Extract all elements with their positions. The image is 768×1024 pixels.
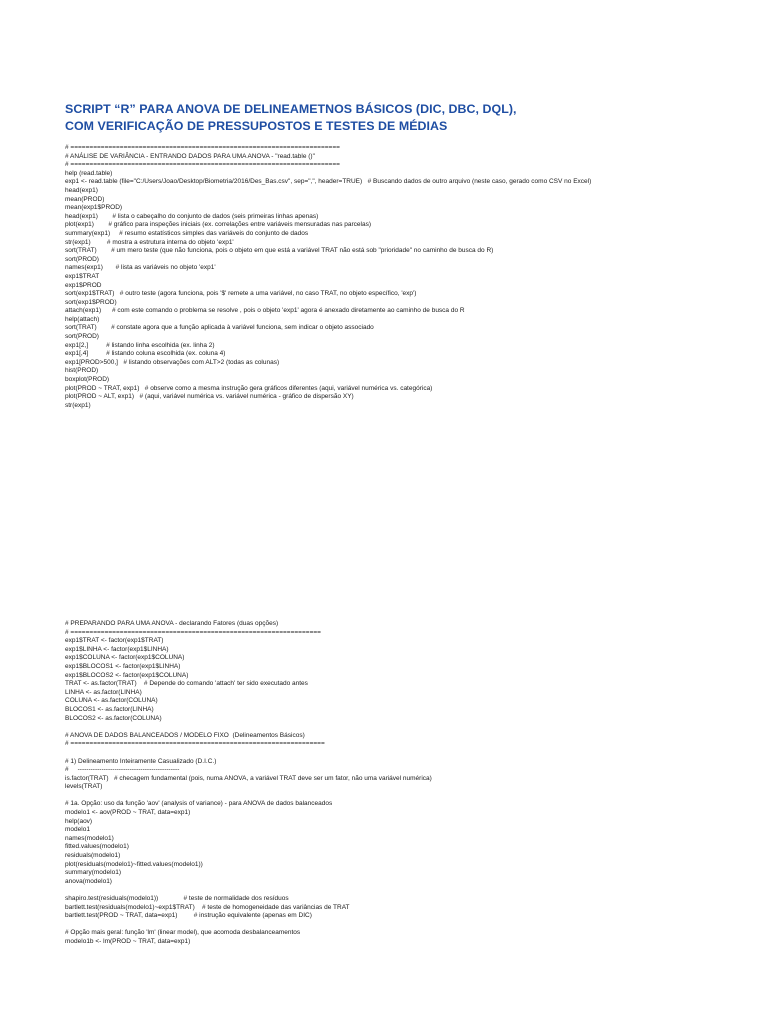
code-line: fitted.values(modelo1): [65, 843, 129, 851]
code-line: str(exp1): [65, 401, 91, 409]
code-line: head(exp1) # lista o cabeçalho do conjunto de dados (seis primeiras linhas apenas): [65, 212, 319, 220]
code-line: boxplot(PROD): [65, 376, 110, 384]
code-line: head(exp1): [65, 186, 98, 194]
code-line: # ===================================================================: [65, 740, 325, 748]
code-line: plot(PROD ~ ALT, exp1) # (aqui, variável numérica vs. variável numérica - gráfico de dispersão XY): [65, 393, 354, 401]
code-line: # 1a. Opção: uso da função 'aov' (analysis of variance) - para ANOVA de dados balanceados: [65, 800, 333, 808]
code-line: summary(modelo1): [65, 869, 121, 877]
code-line: [65, 921, 432, 930]
code-line: exp1$TRAT: [65, 272, 100, 280]
code-line: sort(TRAT) # um mero teste (que não funciona, pois o objeto em que está a variável TRAT não está sob "prioridade" no caminho de busca do R): [65, 247, 494, 255]
code-line: plot(PROD ~ TRAT, exp1) # observe como a mesma instrução gera gráficos diferentes (aqui, variável numérica vs. categórica): [65, 384, 433, 392]
code-line: bartlett.test(residuals(modelo1)~exp1$TRAT) # teste de homogeneidade das variâncias de TRAT: [65, 903, 350, 911]
code-block-data-entry: [65, 144, 591, 410]
code-line: # 1) Delineamento Inteiramente Casualizado (D.I.C.): [65, 757, 217, 765]
code-line: str(exp1) # mostra a estrutura interna do objeto 'exp1': [65, 238, 234, 246]
code-line: is.factor(TRAT) # checagem fundamental (pois, numa ANOVA, a variável TRAT deve ser um fator, não uma variável numérica): [65, 774, 432, 782]
code-line: # ANOVA DE DADOS BALANCEADOS / MODELO FIXO (Delineamentos Básicos): [65, 731, 305, 739]
code-line: # Opção mais geral: função 'lm' (linear model), que acomoda desbalanceamentos: [65, 929, 301, 937]
code-line: exp1$LINHA <- factor(exp1$LINHA): [65, 645, 169, 653]
code-line: # ==================================================================: [65, 628, 321, 636]
code-line: bartlett.test(PROD ~ TRAT, data=exp1) # instrução equivalente (apenas em DIC): [65, 912, 312, 920]
code-line: # -----------------------------------------------: [65, 766, 180, 774]
code-line: plot(residuals(modelo1)~fitted.values(modelo1)): [65, 860, 203, 868]
code-line: attach(exp1) # com este comando o problema se resolve , pois o objeto 'exp1' agora é anexado diretamente ao caminho de busca do R: [65, 307, 465, 315]
code-line: exp1 <- read.table (file="C:/Users/Joao/Desktop/Biometria/2016/Des_Bas.csv", sep=",", header=TRUE) # Buscando dados de outro arquivo (neste caso, gerado como CSV no Excel): [65, 178, 592, 186]
code-line: exp1$BLOCOS2 <- factor(exp1$COLUNA): [65, 671, 189, 679]
code-line: modelo1 <- aov(PROD ~ TRAT, data=exp1): [65, 809, 191, 817]
code-line: help(attach): [65, 315, 100, 323]
code-line: help(aov): [65, 817, 93, 825]
code-line: shapiro.test(residuals(modelo1)) # teste de normalidade dos resíduos: [65, 895, 289, 902]
code-line: exp1$PROD: [65, 281, 102, 289]
code-line: sort(TRAT) # constate agora que a função aplicada à variável funciona, sem indicar o objeto associado: [65, 324, 374, 332]
code-line: modelo1b <- lm(PROD ~ TRAT, data=exp1): [65, 937, 191, 945]
code-line: [65, 886, 432, 895]
code-line: # =======================================================================: [65, 144, 340, 151]
code-block-anova: [65, 620, 432, 947]
code-line: mean(PROD): [65, 195, 105, 203]
document-title: [65, 101, 517, 135]
code-line: mean(exp1$PROD): [65, 204, 123, 212]
code-line: # =======================================================================: [65, 161, 340, 169]
code-line: [65, 749, 432, 758]
code-line: COLUNA <- as.factor(COLUNA): [65, 697, 158, 705]
code-line: sort(PROD): [65, 333, 99, 341]
code-line: # PREPARANDO PARA UMA ANOVA - declarando Fatores (duas opções): [65, 620, 279, 627]
title-line-2: COM VERIFICAÇÃO DE PRESSUPOSTOS E TESTES DE MÉDIAS: [65, 119, 448, 133]
code-line: exp1[2,] # listando linha escolhida (ex. linha 2): [65, 341, 215, 349]
code-line: BLOCOS1 <- as.factor(LINHA): [65, 705, 154, 713]
code-line: BLOCOS2 <- as.factor(COLUNA): [65, 714, 162, 722]
code-line: exp1[PROD>500,] # listando observações com ALT>2 (todas as colunas): [65, 358, 280, 366]
code-line: plot(exp1) # gráfico para inspeções iniciais (ex. correlações entre variáveis mensuradas nas parcelas): [65, 221, 372, 229]
code-line: [65, 792, 432, 801]
title-line-1: SCRIPT “R” PARA ANOVA DE DELINEAMETNOS BÁSICOS (DIC, DBC, DQL),: [65, 102, 517, 116]
code-line: names(exp1) # lista as variáveis no objeto 'exp1': [65, 264, 216, 272]
code-line: [65, 723, 432, 732]
code-line: # ANÁLISE DE VARIÂNCIA - ENTRANDO DADOS PARA UMA ANOVA - "read.table ()": [65, 152, 315, 160]
code-line: sort(PROD): [65, 255, 99, 263]
code-line: sort(exp1$PROD): [65, 298, 117, 306]
code-line: exp1$COLUNA <- factor(exp1$COLUNA): [65, 654, 185, 662]
code-line: hist(PROD): [65, 367, 99, 375]
code-line: exp1[,4] # listando coluna escolhida (ex. coluna 4): [65, 350, 226, 358]
code-line: TRAT <- as.factor(TRAT) # Depende do comando 'attach' ter sido executado antes: [65, 680, 308, 688]
code-line: LINHA <- as.factor(LINHA): [65, 688, 142, 696]
code-line: anova(modelo1): [65, 877, 112, 885]
code-line: exp1$TRAT <- factor(exp1$TRAT): [65, 637, 164, 645]
code-line: modelo1: [65, 826, 90, 834]
code-line: levels(TRAT): [65, 783, 103, 791]
code-line: exp1$BLOCOS1 <- factor(exp1$LINHA): [65, 662, 181, 670]
code-line: residuals(modelo1): [65, 852, 121, 860]
code-line: help (read.table): [65, 169, 113, 177]
code-line: names(modelo1): [65, 834, 114, 842]
code-line: summary(exp1) # resumo estatísticos simples das variáveis do conjunto de dados: [65, 229, 309, 237]
code-line: sort(exp1$TRAT) # outro teste (agora funciona, pois '$' remete a uma variável, no caso TRAT, no objeto específico, 'exp'): [65, 290, 417, 298]
